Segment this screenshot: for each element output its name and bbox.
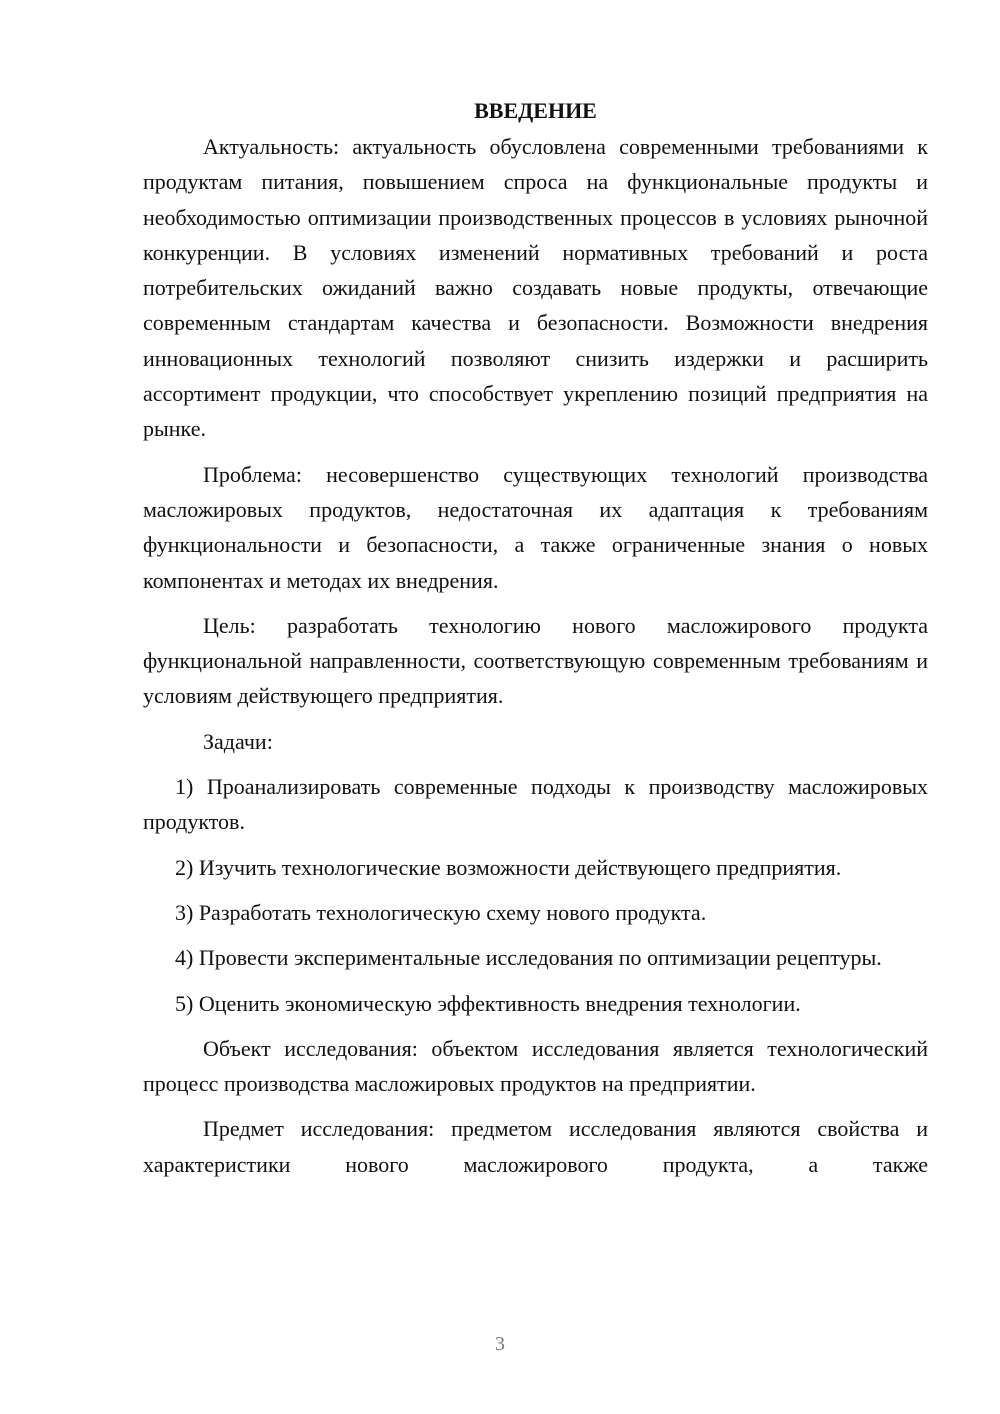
section-heading: ВВЕДЕНИЕ — [474, 98, 597, 123]
paragraph-object: Объект исследования: объектом исследования является технологический процесс производства масложировых продуктов на предприятии. — [143, 1035, 928, 1097]
paragraph-problem: Проблема: несовершенство существующих технологий производства масложировых продуктов, недостаточная их адаптация к требованиям функциональности и безопасности, а также ограниченные знания о новых компонентах и методах их внедрения. — [143, 461, 928, 593]
paragraph-relevance: Актуальность: актуальность обусловлена современными требованиями к продуктам питания, повышением спроса на функциональные продукты и необходимостью оптимизации производственных процессов в условиях рыночной конкуренции. В условиях изменений нормативных требований и роста потребительских ожиданий важно создавать новые продукты, отвечающие современным стандартам качества и безопасности. Возможности внедрения инновационных технологий позволяют снизить издержки и расширить ассортимент продукции, что способствует укреплению позиций предприятия на рынке. — [143, 134, 928, 442]
task-item-2: 2) Изучить технологические возможности действующего предприятия. — [175, 854, 842, 880]
paragraph-subject: Предмет исследования: предметом исследования являются свойства и характеристики нового масложирового продукта, а также — [143, 1116, 928, 1177]
paragraph-goal: Цель: разработать технологию нового масложирового продукта функциональной направленности, соответствующую современным требованиям и условиям действующего предприятия. — [143, 612, 928, 709]
task-item-5: 5) Оценить экономическую эффективность внедрения технологии. — [175, 990, 801, 1016]
task-item-1: 1) Проанализировать современные подходы к производству масложировых продуктов. — [143, 774, 928, 835]
paragraph-tasks-label: Задачи: — [203, 728, 273, 754]
document-page — [143, 93, 928, 1182]
page-number: 3 — [495, 1333, 505, 1355]
task-item-3: 3) Разработать технологическую схему нового продукта. — [175, 899, 707, 925]
task-item-4: 4) Провести экспериментальные исследования по оптимизации рецептуры. — [175, 945, 882, 971]
